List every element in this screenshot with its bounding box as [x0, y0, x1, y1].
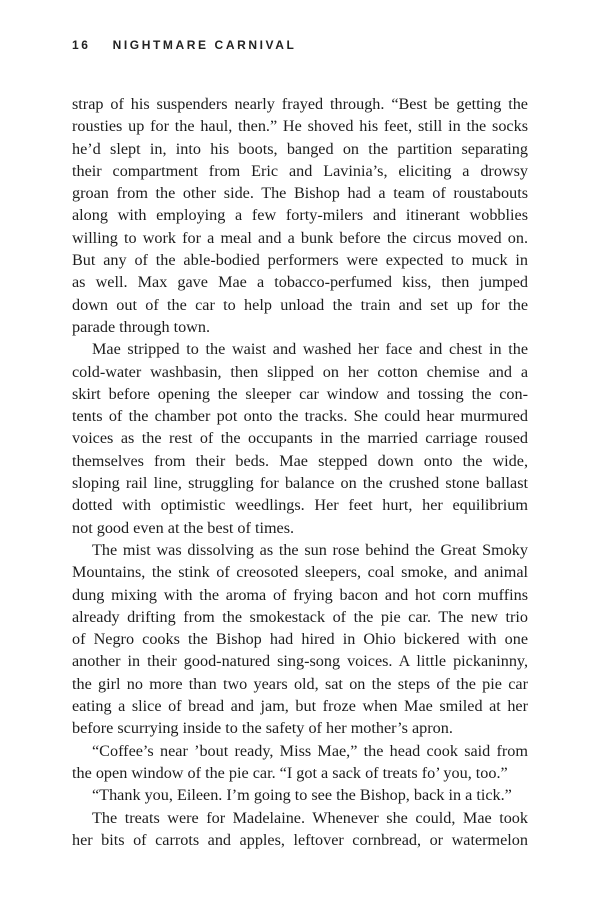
text-line: along with employing a few forty-milers and itinerant wobblies [72, 206, 528, 225]
text-line: parade through town. [72, 317, 211, 336]
text-line: But any of the able-bodied performers were expected to muck in [72, 251, 528, 270]
paragraph-first-line: “Thank you, Eileen. I’m going to see the Bishop, back in a tick.” [92, 786, 512, 805]
text-line: the girl no more than two years old, sat on the steps of the pie car [72, 674, 528, 693]
text-line: tents of the chamber pot onto the tracks. She could hear murmured [72, 407, 528, 426]
text-line: their compartment from Eric and Lavinia’s, eliciting a drowsy [72, 161, 528, 180]
paragraph-first-line: “Coffee’s near ’bout ready, Miss Mae,” the head cook said from [92, 741, 528, 760]
text-line: he’d slept in, into his boots, banged on the partition separating [72, 139, 528, 158]
text-line: voices as the rest of the occupants in the married carriage roused [72, 429, 528, 448]
text-line: of Negro cooks the Bishop had hired in Ohio bickered with one [72, 630, 528, 649]
text-line: strap of his suspenders nearly frayed through. “Best be getting the [72, 95, 528, 113]
text-line: Mountains, the stink of creosoted sleepers, coal smoke, and animal [72, 563, 528, 582]
paragraph-first-line: The treats were for Madelaine. Whenever she could, Mae took [92, 808, 528, 827]
text-line: rousties up for the haul, then.” He shoved his feet, still in the socks [72, 117, 528, 136]
paragraph-first-line: Mae stripped to the waist and washed her face and chest in the [92, 340, 528, 359]
text-line: sloping rail line, struggling for balance on the crushed stone ballast [72, 474, 528, 493]
text-line: cold-water washbasin, then slipped on her cotton chemise and a [72, 362, 528, 381]
text-line: dung mixing with the aroma of frying bacon and hot corn muffins [72, 585, 528, 604]
body-text [72, 93, 528, 851]
book-title: NIGHTMARE CARNIVAL [112, 38, 297, 52]
page-number: 16 [72, 38, 91, 52]
text-line: dotted with optimistic weedlings. Her feet hurt, her equilibrium [72, 496, 528, 515]
text-line: her bits of carrots and apples, leftover cornbread, or watermelon [72, 830, 528, 849]
text-line: eating a slice of bread and jam, but froze when Mae smiled at her [72, 697, 528, 716]
text-line: another in their good-natured sing-song voices. A little pickaninny, [72, 652, 528, 671]
paragraph-first-line: The mist was dissolving as the sun rose behind the Great Smoky [92, 540, 528, 559]
running-head [72, 38, 296, 52]
text-line: the open window of the pie car. “I got a sack of treats fo’ you, too.” [72, 763, 508, 782]
text-line: already drifting from the smokestack of the pie car. The new trio [72, 607, 528, 626]
text-line: not good even at the best of times. [72, 518, 295, 537]
text-line: willing to work for a meal and a bunk before the circus moved on. [72, 228, 528, 247]
text-line: as well. Max gave Mae a tobacco-perfumed kiss, then jumped [72, 273, 528, 292]
text-line: skirt before opening the sleeper car window and tossing the con- [72, 384, 528, 403]
text-line: groan from the other side. The Bishop had a team of roustabouts [72, 184, 528, 203]
text-line: down out of the car to help unload the train and set up for the [72, 295, 528, 314]
text-line: themselves from their beds. Mae stepped down onto the wide, [72, 451, 528, 470]
text-line: before scurrying inside to the safety of her mother’s apron. [72, 719, 453, 738]
